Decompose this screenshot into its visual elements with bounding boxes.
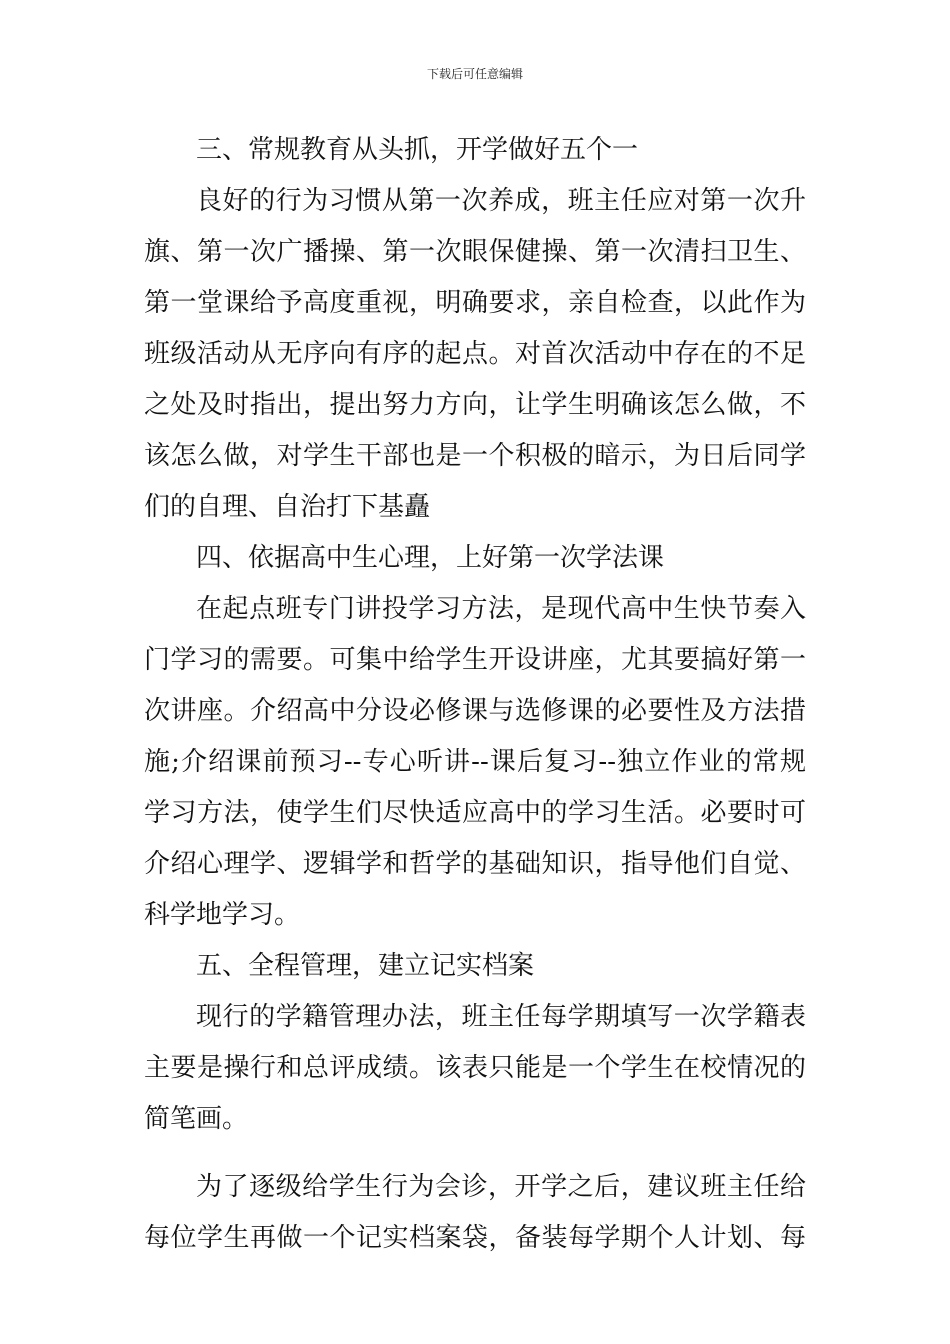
paragraph-line: 之处及时指出，提出努力方向，让学生明确该怎么做，不 xyxy=(144,390,806,420)
paragraph-line: 为了逐级给学生行为会诊，开学之后，建议班主任给 xyxy=(196,1172,806,1202)
page-header: 下载后可任意编辑 xyxy=(426,67,523,81)
paragraph-line: 在起点班专门讲投学习方法，是现代高中生快节奏入 xyxy=(196,594,806,624)
paragraph-line: 良好的行为习惯从第一次养成，班主任应对第一次升 xyxy=(196,186,806,216)
paragraph-line: 主要是操行和总评成绩。该表只能是一个学生在校情况的 xyxy=(144,1053,806,1083)
paragraph xyxy=(144,1162,806,1264)
paragraph-line: 们的自理、自治打下基矗 xyxy=(144,492,431,522)
paragraph-line: 现行的学籍管理办法，班主任每学期填写一次学籍表 xyxy=(196,1002,806,1032)
section-heading: 四、依据高中生心理，上好第一次学法课 xyxy=(196,543,665,573)
paragraph-line: 门学习的需要。可集中给学生开设讲座，尤其要搞好第一 xyxy=(144,645,806,675)
paragraph-line: 施;介绍课前预习--专心听讲--课后复习--独立作业的常规 xyxy=(144,747,806,777)
paragraph xyxy=(144,584,806,941)
paragraph-line: 简笔画。 xyxy=(144,1104,249,1134)
document-body xyxy=(144,125,806,1264)
paragraph-gap xyxy=(144,1145,806,1162)
paragraph-line: 学习方法，使学生们尽快适应高中的学习生活。必要时可 xyxy=(144,798,806,828)
paragraph-line: 该怎么做，对学生干部也是一个积极的暗示，为日后同学 xyxy=(144,441,806,471)
paragraph-line: 次讲座。介绍高中分设必修课与选修课的必要性及方法措 xyxy=(144,696,806,726)
paragraph-line: 介绍心理学、逻辑学和哲学的基础知识，指导他们自觉、 xyxy=(144,849,806,879)
section-heading: 五、全程管理，建立记实档案 xyxy=(196,951,535,981)
paragraph-line: 每位学生再做一个记实档案袋，备装每学期个人计划、每 xyxy=(144,1223,806,1253)
paragraph-line: 班级活动从无序向有序的起点。对首次活动中存在的不足 xyxy=(144,339,806,369)
section-heading: 三、常规教育从头抓，开学做好五个一 xyxy=(196,135,639,165)
paragraph-line: 旗、第一次广播操、第一次眼保健操、第一次清扫卫生、 xyxy=(144,237,806,267)
paragraph-line: 第一堂课给予高度重视，明确要求，亲自检查，以此作为 xyxy=(144,288,806,318)
paragraph-line: 科学地学习。 xyxy=(144,900,301,930)
paragraph xyxy=(144,176,806,533)
paragraph xyxy=(144,992,806,1145)
